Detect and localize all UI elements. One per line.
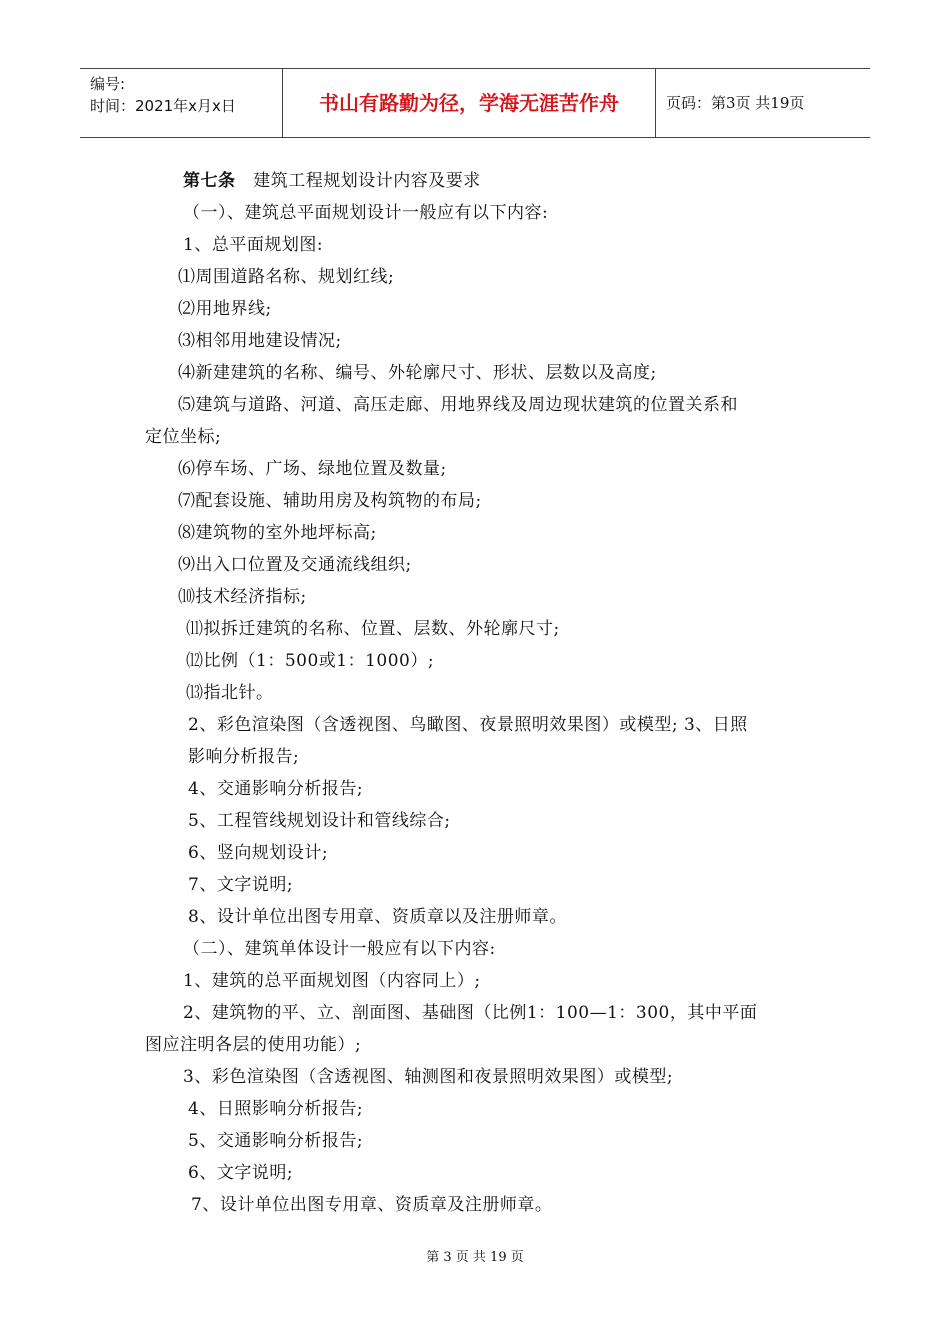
- body-line: ⑸建筑与道路、河道、高压走廊、用地界线及周边现状建筑的位置关系和: [178, 395, 738, 415]
- doc-number-label: 编号:: [90, 75, 126, 93]
- body-line: 7、设计单位出图专用章、资质章及注册师章。: [191, 1195, 553, 1215]
- body-line: （二）、建筑单体设计一般应有以下内容:: [183, 939, 496, 959]
- body-line: 定位坐标;: [145, 427, 222, 447]
- body-line: ⑶相邻用地建设情况;: [178, 331, 342, 351]
- page-footer: 第 3 页 共 19 页: [426, 1250, 524, 1265]
- body-line: 3、彩色渲染图（含透视图、轴测图和夜景照明效果图）或模型;: [183, 1067, 674, 1087]
- body-line: 6、文字说明;: [188, 1163, 294, 1183]
- page-header: [80, 68, 870, 138]
- body-line: ⑾拟拆迁建筑的名称、位置、层数、外轮廓尺寸;: [186, 619, 560, 639]
- header-meta: [80, 69, 282, 137]
- body-line: ⑽技术经济指标;: [178, 587, 307, 607]
- body-line: 4、日照影响分析报告;: [188, 1099, 364, 1119]
- body-line: 2、建筑物的平、立、剖面图、基础图（比例1：100—1：300，其中平面: [183, 1003, 758, 1023]
- body-line: ⑼出入口位置及交通流线组织;: [178, 555, 412, 575]
- body-line: 5、工程管线规划设计和管线综合;: [188, 811, 451, 831]
- body-line: 4、交通影响分析报告;: [188, 779, 364, 799]
- header-motto: 书山有路勤为径，学海无涯苦作舟: [282, 69, 656, 137]
- body-line: ⑻建筑物的室外地坪标高;: [178, 523, 377, 543]
- body-line: 6、竖向规划设计;: [188, 843, 329, 863]
- body-line: 8、设计单位出图专用章、资质章以及注册师章。: [188, 907, 567, 927]
- body-line: ⑴周围道路名称、规划红线;: [178, 267, 395, 287]
- body-line: 图应注明各层的使用功能）;: [145, 1035, 362, 1055]
- article-title: 建筑工程规划设计内容及要求: [253, 171, 481, 191]
- body-line: ⑹停车场、广场、绿地位置及数量;: [178, 459, 447, 479]
- article-number: 第七条: [183, 171, 236, 191]
- body-line: ⑿比例（1：500或1：1000）;: [186, 651, 435, 671]
- body-line: 5、交通影响分析报告;: [188, 1131, 364, 1151]
- body-line: ⑵用地界线;: [178, 299, 272, 319]
- body-line: 7、文字说明;: [188, 875, 294, 895]
- body-line: ⑺配套设施、辅助用房及构筑物的布局;: [178, 491, 482, 511]
- header-page-info: 页码：第3页 共19页: [666, 94, 805, 112]
- body-line: 1、建筑的总平面规划图（内容同上）;: [183, 971, 481, 991]
- article-heading-line: [183, 166, 481, 191]
- body-line: ⒀指北针。: [186, 683, 274, 703]
- body-line: （一）、建筑总平面规划设计一般应有以下内容:: [183, 203, 549, 223]
- doc-date: 时间：2021年x月x日: [90, 97, 236, 115]
- body-line: ⑷新建建筑的名称、编号、外轮廓尺寸、形状、层数以及高度;: [178, 363, 657, 383]
- body-line: 2、彩色渲染图（含透视图、鸟瞰图、夜景照明效果图）或模型; 3、日照: [188, 715, 748, 735]
- body-line: 1、总平面规划图:: [183, 235, 324, 255]
- body-line: 影响分析报告;: [188, 747, 300, 767]
